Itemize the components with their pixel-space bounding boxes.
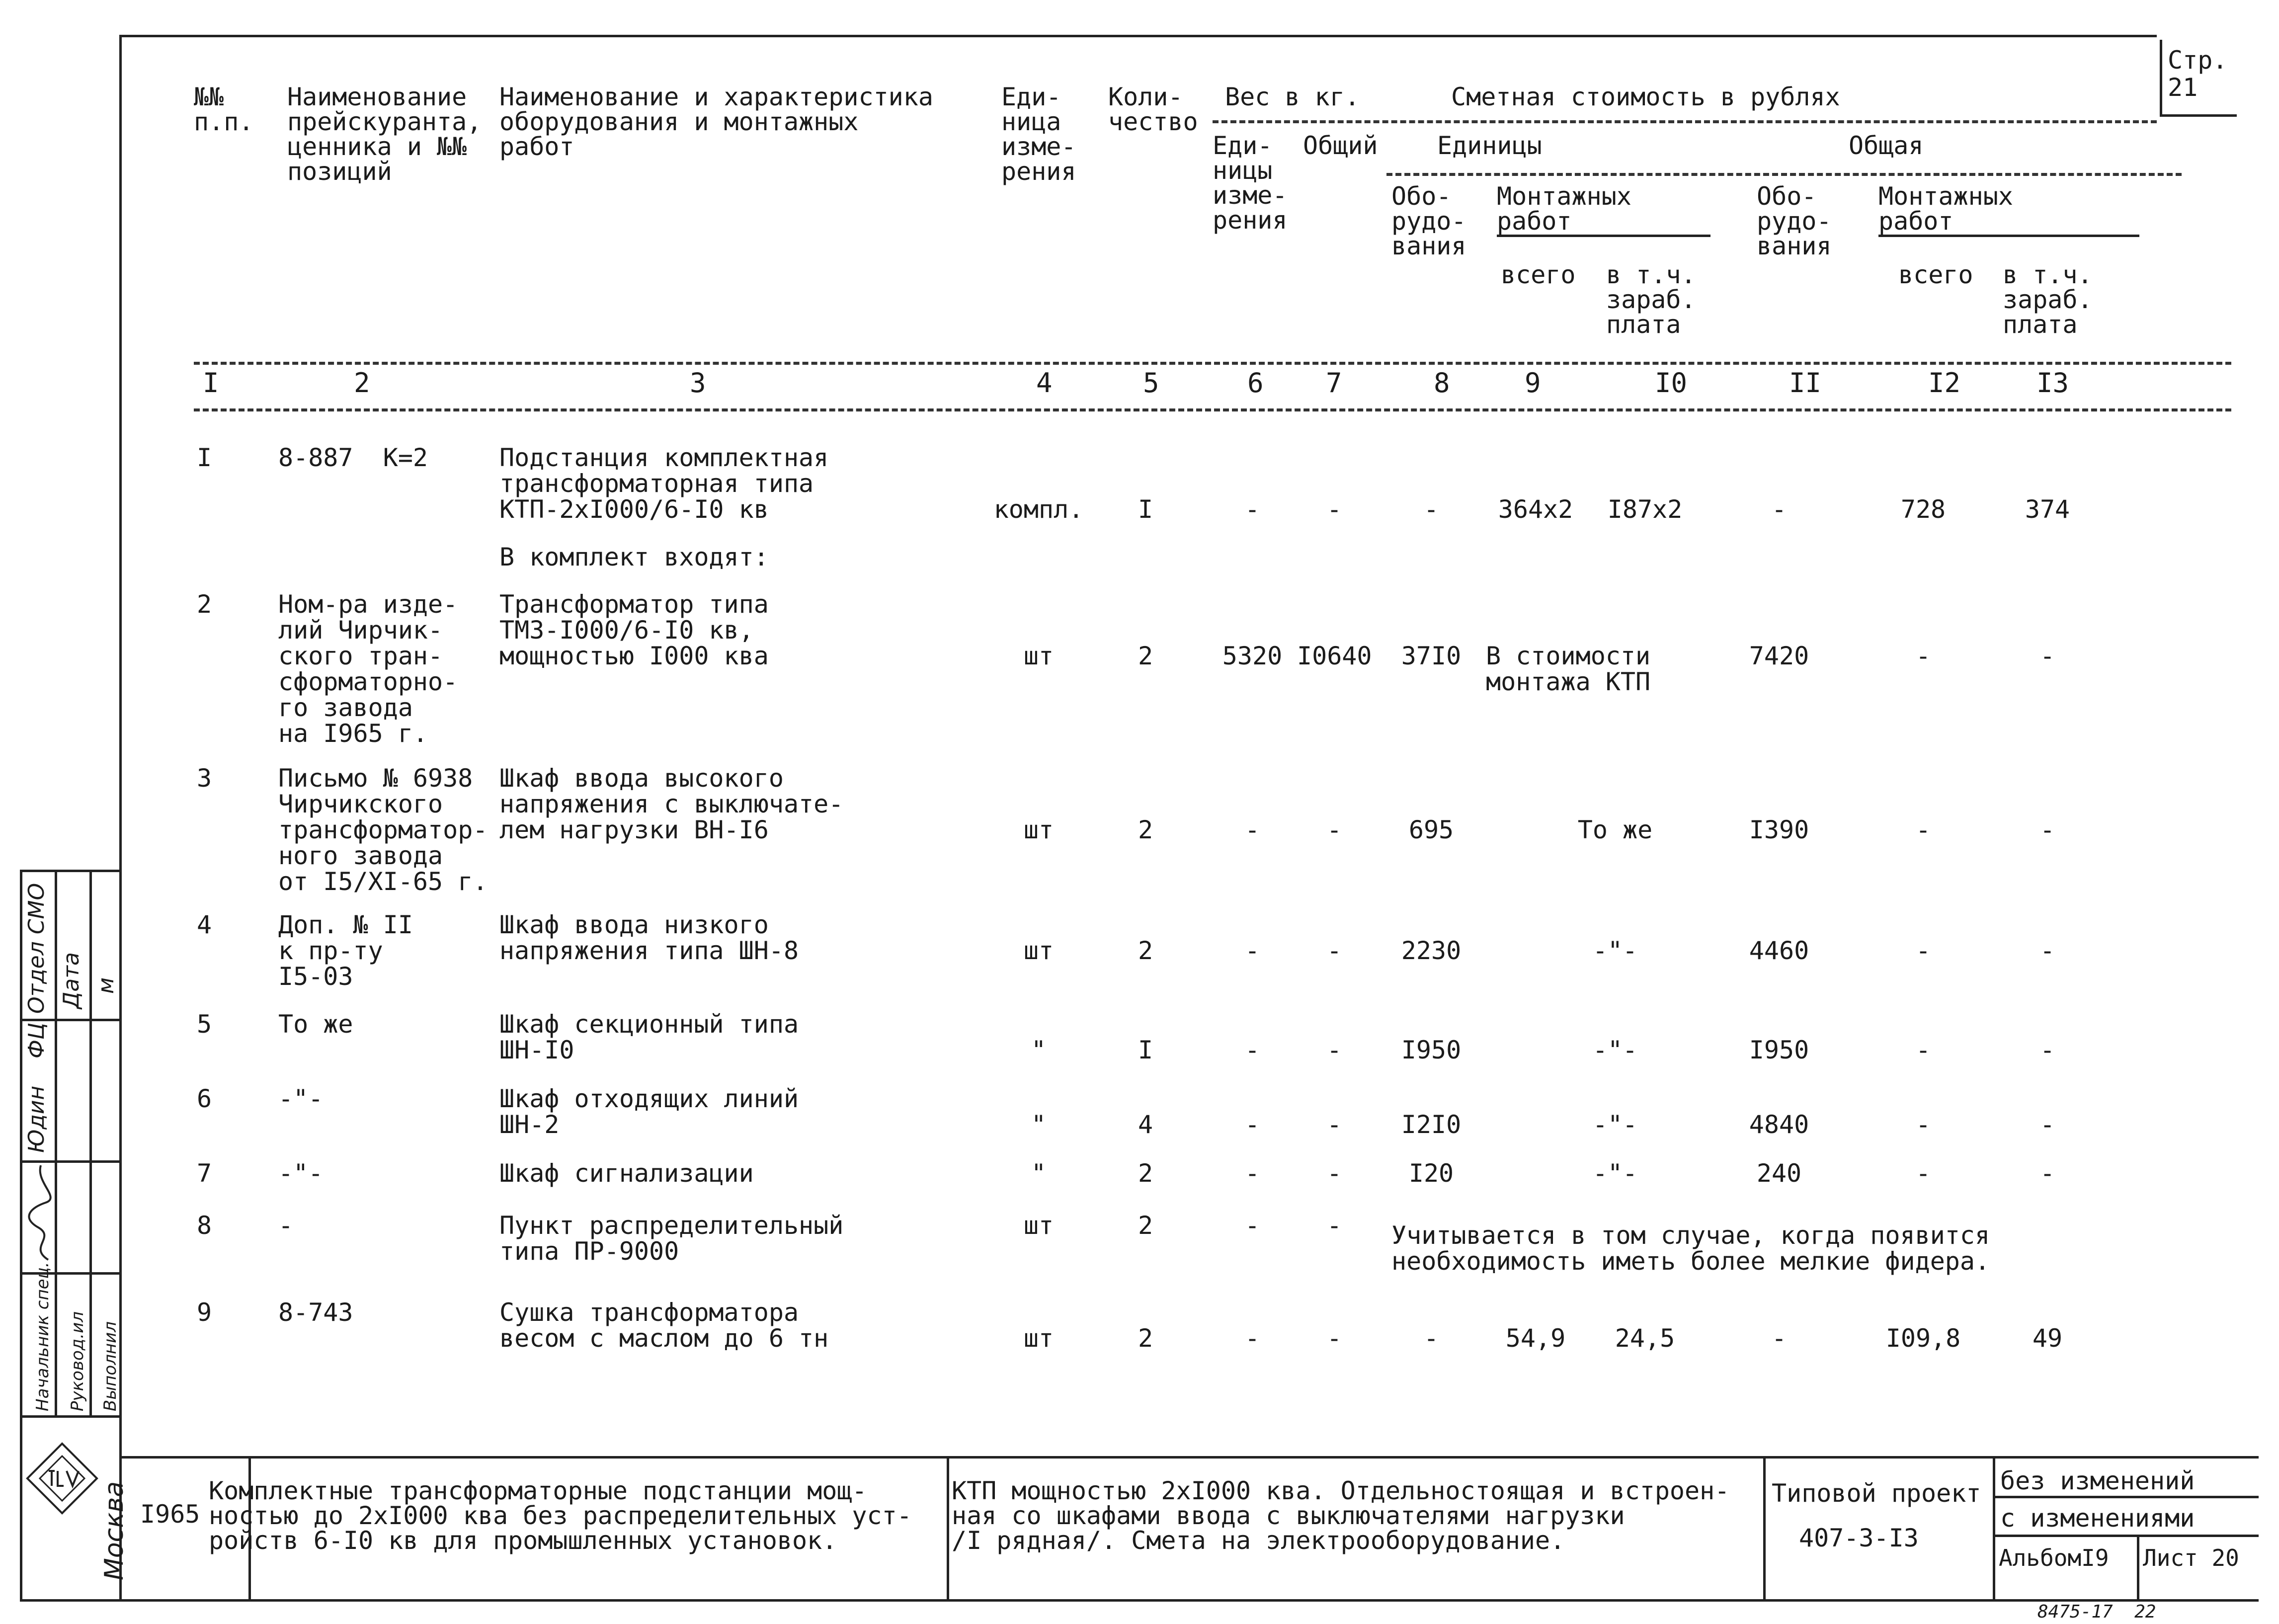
column-number: 4 [1036, 367, 1053, 399]
cell-w1: - [1244, 495, 1260, 524]
cell-unit: шт [1023, 815, 1054, 844]
institute-logo [25, 1441, 99, 1516]
cell-c12: 728 [1900, 495, 1946, 524]
header-cost-total: Общая [1849, 131, 1924, 160]
cell-c8: 695 [1408, 815, 1454, 844]
cell-name: Трансформатор типа ТМЗ-I000/6-I0 кв, мощностью I000 ква [499, 590, 769, 670]
cell-name: Шкаф ввода низкого напряжения типа ШН-8 [499, 910, 799, 965]
cell-n: 9 [197, 1298, 212, 1327]
footer-sep-4 [1993, 1456, 1995, 1600]
cell-w2: - [1326, 1110, 1342, 1139]
cell-qty: 2 [1138, 1159, 1153, 1188]
header-mount-total-line [1878, 235, 2139, 237]
stamp-month: м [93, 977, 119, 994]
cell-name: Шкаф ввода высокого напряжения с выключате- лем нагрузки ВН-I6 [499, 764, 844, 844]
cell-c11: - [1771, 495, 1787, 524]
column-number: I2 [1928, 367, 1961, 399]
cell-c10: I87х2 [1607, 495, 1683, 524]
colnum-dash-top [194, 362, 2231, 365]
cell-c13: - [2039, 642, 2055, 670]
cell-c13: - [2039, 1159, 2055, 1188]
cell-c9: То же [1577, 815, 1653, 844]
cell-w1: 5320 [1222, 642, 1283, 670]
page-number: 21 [2168, 73, 2198, 102]
header-dash-2 [1386, 173, 2182, 176]
cell-c9: -"- [1592, 936, 1638, 965]
cell-qty: 4 [1138, 1110, 1153, 1139]
footer-status-line-2 [1993, 1535, 2259, 1537]
cell-c12: - [1915, 1036, 1931, 1064]
cell-n: 4 [197, 910, 212, 939]
cell-c13: - [2039, 936, 2055, 965]
cell-n: 7 [197, 1159, 212, 1188]
page-label: Стр. [2168, 46, 2228, 75]
stamp-city: Москва [99, 1481, 129, 1580]
logo-icon [25, 1441, 99, 1516]
cell-c8: I20 [1408, 1159, 1454, 1188]
footer-year: I965 [140, 1500, 200, 1529]
cell-c8: I950 [1401, 1036, 1462, 1064]
cell-qty: I [1138, 495, 1153, 524]
frame-top-line [119, 35, 2157, 37]
cell-c13: - [2039, 1036, 2055, 1064]
cell-c9: В стоимости монтажа КТП [1486, 642, 1651, 696]
header-dash-1 [1213, 120, 2157, 123]
header-mount-unit: Монтажных работ [1497, 182, 1631, 236]
header-weight: Вес в кг. [1225, 82, 1360, 111]
cell-unit: шт [1023, 1211, 1054, 1240]
cell-qty: 2 [1138, 642, 1153, 670]
header-num: №№ п.п. [194, 82, 254, 136]
cell-c9: -"- [1592, 1036, 1638, 1064]
cell-qty: 2 [1138, 815, 1153, 844]
stamp-dept: Отдел СМО [24, 883, 49, 1014]
cell-ref: 8-743 [278, 1298, 353, 1327]
header-incl-total: в т.ч. зараб. плата [2003, 260, 2093, 339]
stamp-signature [26, 1163, 61, 1262]
cell-w2: - [1326, 1159, 1342, 1188]
footer-project-label: Типовой проект [1772, 1479, 1981, 1508]
cell-name: Шкаф сигнализации [499, 1159, 754, 1188]
footer-status-2: с изменениями [2000, 1504, 2195, 1533]
header-weight-total: Общий [1303, 131, 1378, 160]
cell-qty: 2 [1138, 1324, 1153, 1353]
cell-c8: Учитывается в том случае, когда появится необходимость иметь более мелкие фидера. [1391, 1221, 1990, 1276]
cell-w2: - [1326, 936, 1342, 965]
cell-n: 8 [197, 1211, 212, 1240]
cell-c8: 2230 [1401, 936, 1462, 965]
header-cost: Сметная стоимость в рублях [1451, 82, 1840, 111]
column-number: I0 [1655, 367, 1688, 399]
header-incl-unit: в т.ч. зараб. плата [1606, 260, 1696, 339]
cell-name: Сушка трансформатора весом с маслом до 6 тн [499, 1298, 829, 1353]
stamp-row-line-1 [20, 870, 119, 872]
cell-unit: шт [1023, 1324, 1054, 1353]
cell-w1: - [1244, 1324, 1260, 1353]
cell-n: 3 [197, 764, 212, 793]
header-equip-cost-total: Обо- рудо- вания [1757, 182, 1832, 260]
column-number: 6 [1247, 367, 1264, 399]
column-number: II [1789, 367, 1822, 399]
stamp-role-3: Выполнил [100, 1321, 120, 1411]
stamp-row-line-2 [20, 1019, 119, 1021]
cell-c11: 4840 [1749, 1110, 1809, 1139]
cell-ref: 8-887 К=2 [278, 443, 428, 472]
cell-name: В комплект входят: [499, 543, 769, 571]
cell-c11: 7420 [1749, 642, 1809, 670]
signature-icon [26, 1163, 57, 1262]
cell-c11: I950 [1749, 1036, 1809, 1064]
cell-name: Подстанция комплектная трансформаторная типа КТП-2хI000/6-I0 кв [499, 443, 829, 524]
cell-w2: - [1326, 815, 1342, 844]
cell-name: Шкаф отходящих линий ШН-2 [499, 1084, 799, 1139]
header-mount-unit-line [1497, 235, 1710, 237]
stamp-name-1: Юдин [24, 1085, 49, 1153]
footer-sheet: Лист 20 [2143, 1544, 2239, 1571]
column-number: 8 [1434, 367, 1450, 399]
colnum-dash-bottom [194, 408, 2231, 411]
footer-bottom-note: 8475-17 22 [2037, 1602, 2156, 1622]
cell-n: 5 [197, 1010, 212, 1039]
cell-c13: - [2039, 815, 2055, 844]
column-number: 3 [690, 367, 706, 399]
header-weight-unit: Еди- ницы изме- рения [1213, 131, 1288, 235]
cell-qty: 2 [1138, 1211, 1153, 1240]
footer-top-line [119, 1456, 2259, 1459]
header-pricelist: Наименование прейскуранта, ценника и №№ позиций [287, 82, 482, 186]
cell-unit: " [1031, 1036, 1047, 1064]
cell-c9: 364х2 [1498, 495, 1573, 524]
footer-status-line-1 [1993, 1496, 2259, 1498]
cell-n: I [197, 443, 212, 472]
cell-c9: -"- [1592, 1159, 1638, 1188]
cell-w2: - [1326, 1036, 1342, 1064]
cell-c9: -"- [1592, 1110, 1638, 1139]
footer-sep-3 [1763, 1456, 1766, 1600]
cell-c11: 4460 [1749, 936, 1809, 965]
cell-c12: - [1915, 642, 1931, 670]
header-all-unit: всего [1501, 260, 1576, 289]
cell-w1: - [1244, 1211, 1260, 1240]
footer-mid-text: КТП мощностью 2хI000 ква. Отдельностоящая и встроен- ная со шкафами ввода с выключателями нагрузки /I рядная/. Смета на электрооборудование. [952, 1476, 1730, 1555]
cell-w1: - [1244, 815, 1260, 844]
cell-c12: - [1915, 1159, 1931, 1188]
cell-ref: Ном-ра изде- лий Чирчик- ского тран- сформаторно- го завода на I965 г. [278, 590, 458, 748]
cell-c11: - [1771, 1324, 1787, 1353]
cell-ref: Доп. № II к пр-ту I5-03 [278, 910, 413, 991]
stamp-name-2: ФЦ [24, 1022, 49, 1058]
cell-unit: " [1031, 1110, 1047, 1139]
cell-unit: компл. [993, 495, 1084, 524]
header-all-total: всего [1898, 260, 1973, 289]
cell-ref: -"- [278, 1084, 324, 1113]
cell-qty: 2 [1138, 936, 1153, 965]
footer-sep-2 [947, 1456, 949, 1600]
cell-c12: - [1915, 815, 1931, 844]
cell-ref: Письмо № 6938 Чирчикского трансформатор- ного завода от I5/XI-65 г. [278, 764, 488, 896]
stamp-role-2: Руковод.ил [68, 1311, 87, 1411]
footer-left-text: Комплектные трансформаторные подстанции мощ- ностью до 2хI000 ква без распределительных уст- ройств 6-I0 кв для промышленных установок. [209, 1476, 912, 1555]
cell-w1: - [1244, 936, 1260, 965]
column-number: 5 [1143, 367, 1159, 399]
cell-c8: 37I0 [1401, 642, 1462, 670]
stamp-role-1: Начальник спец. [33, 1262, 53, 1411]
footer-project-code: 407-3-I3 [1799, 1524, 1919, 1552]
cell-unit: " [1031, 1159, 1047, 1188]
footer-album: АльбомI9 [1999, 1544, 2109, 1571]
footer-sheet-sep [2137, 1535, 2139, 1600]
cell-w1: - [1244, 1110, 1260, 1139]
header-cost-unit: Единицы [1437, 131, 1542, 160]
cell-c8: - [1423, 1324, 1439, 1353]
cell-w2: - [1326, 1324, 1342, 1353]
cell-c13: 49 [2032, 1324, 2063, 1353]
stamp-date: Дата [59, 952, 84, 1009]
cell-n: 2 [197, 590, 212, 619]
cell-ref: - [278, 1211, 294, 1240]
column-number: 9 [1525, 367, 1541, 399]
cell-c12: I09,8 [1885, 1324, 1961, 1353]
cell-unit: шт [1023, 642, 1054, 670]
cell-ref: -"- [278, 1159, 324, 1188]
cell-w2: I0640 [1297, 642, 1372, 670]
header-unit: Еди- ница изме- рения [1001, 82, 1076, 186]
column-number: 2 [354, 367, 370, 399]
cell-unit: шт [1023, 936, 1054, 965]
cell-c12: - [1915, 936, 1931, 965]
header-mount-total: Монтажных работ [1878, 182, 2013, 236]
cell-c12: - [1915, 1110, 1931, 1139]
stamp-row-line-5 [20, 1415, 119, 1418]
cell-c8: - [1423, 495, 1439, 524]
header-equipment: Наименование и характеристика оборудования и монтажных работ [499, 82, 933, 161]
cell-c10: 24,5 [1615, 1324, 1675, 1353]
cell-ref: То же [278, 1010, 353, 1039]
cell-w2: - [1326, 495, 1342, 524]
cell-w1: - [1244, 1036, 1260, 1064]
stamp-col-line-1 [55, 870, 57, 1416]
cell-name: Пункт распределительный типа ПР-9000 [499, 1211, 844, 1266]
cell-c11: 240 [1756, 1159, 1802, 1188]
cell-c11: I390 [1749, 815, 1809, 844]
footer-status-1: без изменений [2000, 1466, 2195, 1495]
column-number: I3 [2036, 367, 2069, 399]
column-number: I [203, 367, 219, 399]
cell-c9: 54,9 [1505, 1324, 1566, 1353]
cell-c8: I2I0 [1401, 1110, 1462, 1139]
column-number: 7 [1326, 367, 1342, 399]
cell-name: Шкаф секционный типа ШН-I0 [499, 1010, 799, 1064]
cell-w1: - [1244, 1159, 1260, 1188]
cell-c13: - [2039, 1110, 2055, 1139]
header-qty: Коли- чество [1108, 82, 1198, 136]
header-equip-cost-unit: Обо- рудо- вания [1391, 182, 1466, 260]
stamp-col-line-2 [89, 870, 92, 1416]
cell-c13: 374 [2025, 495, 2070, 524]
cell-n: 6 [197, 1084, 212, 1113]
cell-qty: I [1138, 1036, 1153, 1064]
cell-w2: - [1326, 1211, 1342, 1240]
frame-bottom-line [20, 1599, 2259, 1602]
